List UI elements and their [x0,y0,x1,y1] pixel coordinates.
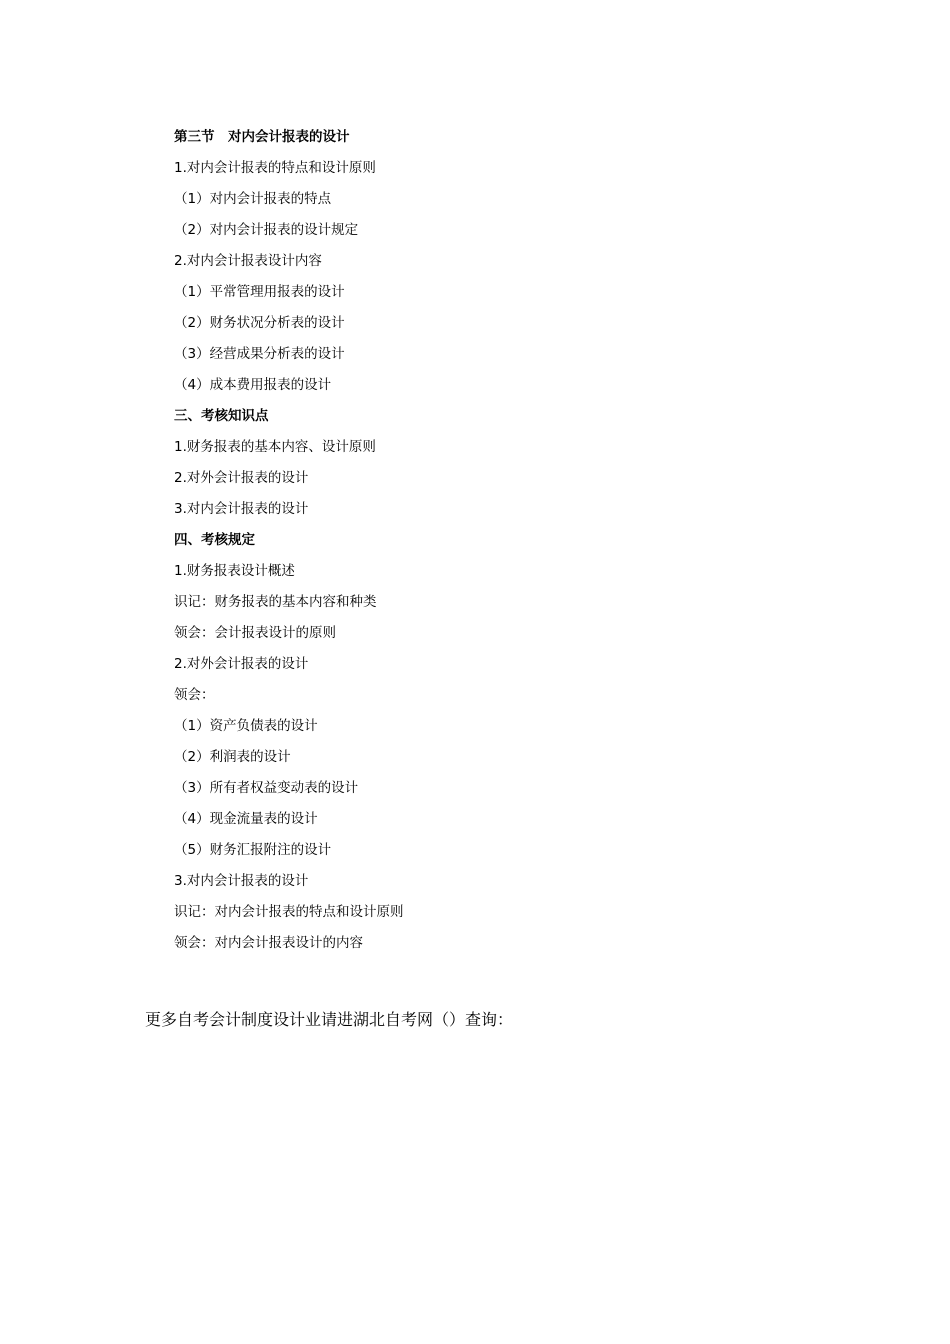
text-line: （1）对内会计报表的特点 [174,191,332,207]
text-line: 领会：会计报表设计的原则 [174,625,336,641]
text-line: （3）经营成果分析表的设计 [174,346,345,362]
section-heading: 四、考核规定 [174,532,255,548]
text-line: 识记：财务报表的基本内容和种类 [174,594,377,610]
text-line: 识记：对内会计报表的特点和设计原则 [174,904,404,920]
text-line: （1）资产负债表的设计 [174,718,318,734]
text-line: （2）利润表的设计 [174,749,291,765]
document-body [174,124,794,961]
footer-note: 更多自考会计制度设计业请进湖北自考网（）查询： [145,1010,514,1029]
section-heading: 三、考核知识点 [174,408,269,424]
text-line: 2.对外会计报表的设计 [174,470,309,486]
text-line: （4）现金流量表的设计 [174,811,318,827]
text-line: （4）成本费用报表的设计 [174,377,332,393]
text-line: 1.对内会计报表的特点和设计原则 [174,160,376,176]
text-line: （5）财务汇报附注的设计 [174,842,332,858]
text-line: 3.对内会计报表的设计 [174,873,309,889]
text-line: 1.财务报表设计概述 [174,563,295,579]
text-line: （1）平常管理用报表的设计 [174,284,345,300]
text-line: 1.财务报表的基本内容、设计原则 [174,439,376,455]
text-line: （2）对内会计报表的设计规定 [174,222,359,238]
text-line: 领会：对内会计报表设计的内容 [174,935,363,951]
text-line: 2.对内会计报表设计内容 [174,253,322,269]
text-line: 领会： [174,687,215,703]
text-line: （3）所有者权益变动表的设计 [174,780,359,796]
text-line: （2）财务状况分析表的设计 [174,315,345,331]
text-line: 3.对内会计报表的设计 [174,501,309,517]
section-heading: 第三节 对内会计报表的设计 [174,129,350,145]
text-line: 2.对外会计报表的设计 [174,656,309,672]
